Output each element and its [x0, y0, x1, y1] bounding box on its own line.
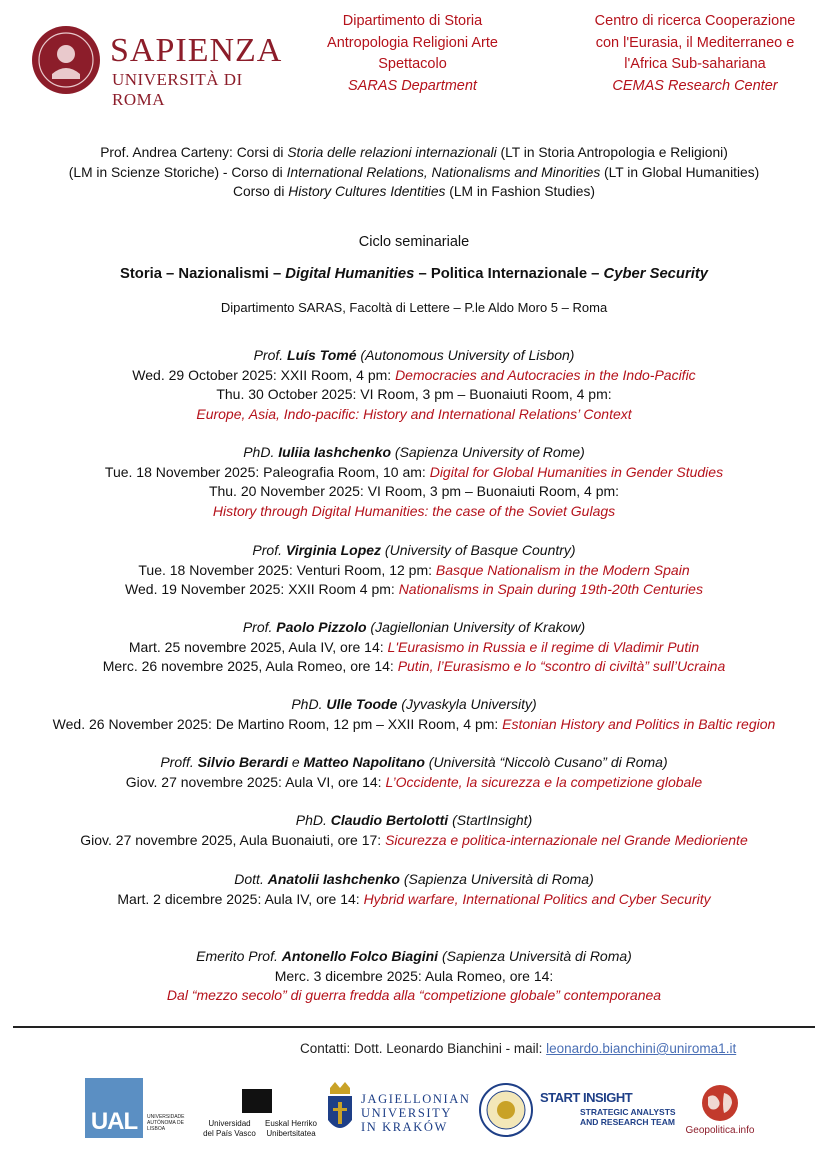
- upv-emblem-icon: [242, 1089, 272, 1113]
- intro-text: (LT in Global Humanities): [600, 164, 760, 180]
- speaker-title: PhD.: [291, 696, 323, 712]
- seminar-toode: [0, 695, 828, 734]
- speaker-line: [0, 811, 828, 831]
- geopolitica-logo: [680, 1083, 760, 1143]
- session-info: Tue. 18 November 2025: Venturi Room, 12 pm:: [138, 561, 436, 578]
- ual-logo: [85, 1078, 195, 1138]
- speaker-affiliation: (Jyvaskyla University): [397, 696, 537, 712]
- session-line: [0, 366, 828, 386]
- theme-text: Cyber Security: [603, 266, 708, 282]
- footer-divider: [13, 1026, 815, 1028]
- session-info: Giov. 27 novembre 2025: Aula VI, ore 14:: [125, 773, 386, 790]
- session-topic: History through Digital Humanities: the case of the Soviet Gulags: [212, 502, 616, 519]
- session-line: [0, 715, 828, 735]
- seminar-lopez: [0, 541, 828, 600]
- dept-line: Dipartimento di Storia: [342, 13, 483, 29]
- session-topic: L'Eurasismo in Russia e il regime di Vladimir Putin: [387, 638, 700, 655]
- speaker-line: [0, 346, 828, 366]
- session-info: Giov. 27 novembre 2025, Aula Buonaiuti, ore 17:: [80, 831, 386, 848]
- speaker-line: [0, 443, 828, 463]
- cusano-university-seal-icon: [478, 1082, 534, 1138]
- session-line: Merc. 3 dicembre 2025: Aula Romeo, ore 14:: [274, 967, 554, 984]
- cemas-line: CEMAS Research Center: [612, 77, 778, 94]
- cemas-line: l'Africa Sub-sahariana: [624, 56, 766, 72]
- session-info: Tue. 18 November 2025: Paleografia Room, 10 am:: [104, 463, 430, 480]
- startinsight-title: START INSIGHT: [540, 1090, 633, 1105]
- cemas-line: Centro di ricerca Cooperazione: [594, 13, 796, 29]
- geopolitica-name: Geopolitica.info: [685, 1125, 755, 1136]
- globe-icon: [700, 1083, 740, 1123]
- speaker-name: Luís Tomé: [287, 347, 357, 363]
- speaker-line: [0, 695, 828, 715]
- cemas-line: con l'Eurasia, il Mediterraneo e: [595, 34, 795, 51]
- theme-text: Digital Humanities: [285, 266, 415, 282]
- speaker-line: [0, 753, 828, 773]
- speaker-affiliation: (University of Basque Country): [381, 542, 576, 558]
- venue: Dipartimento SARAS, Facoltà di Lettere – P.le Aldo Moro 5 – Roma: [220, 300, 608, 315]
- speaker-affiliation: (Jagiellonian University of Krakow): [366, 619, 586, 635]
- logo-name: SAPIENZA: [110, 32, 283, 69]
- speaker-name: Silvio Berardi: [197, 754, 288, 770]
- session-topic: Digital for Global Humanities in Gender Studies: [429, 463, 724, 480]
- speaker-line: [0, 618, 828, 638]
- session-topic: Nationalisms in Spain during 19th-20th Centuries: [398, 581, 703, 597]
- dept-line: Spettacolo: [378, 56, 447, 72]
- upv-name-es: Universidad del País Vasco: [203, 1119, 256, 1138]
- theme-text: Storia – Nazionalismi –: [120, 266, 286, 282]
- session-line: [0, 831, 828, 851]
- session-topic: Putin, l’Eurasismo e lo “scontro di civiltà” sull’Ucraina: [397, 658, 726, 674]
- speaker-conjunction: e: [287, 754, 304, 770]
- jagiellonian-name: [361, 1092, 470, 1134]
- jag-line: JAGIELLONIAN: [361, 1092, 471, 1106]
- session-line: [0, 561, 828, 581]
- session-topic: Sicurezza e politica-internazionale nel Grande Medioriente: [385, 831, 748, 848]
- session-info: Mart. 2 dicembre 2025: Aula IV, ore 14:: [117, 890, 364, 907]
- upv-ehu-logo: [202, 1083, 322, 1141]
- speaker-name: Matteo Napolitano: [303, 754, 425, 770]
- startinsight-subtitle: STRATEGIC ANALYSTS AND RESEARCH TEAM: [580, 1107, 676, 1127]
- speaker-name: Antonello Folco Biagini: [281, 948, 439, 964]
- seminar-pizzolo: [0, 618, 828, 677]
- session-topic: Dal “mezzo secolo” di guerra fredda alla “competizione globale” contemporanea: [166, 987, 662, 1003]
- speaker-affiliation: (Sapienza Università di Roma): [438, 948, 632, 964]
- courses-intro: [0, 143, 828, 202]
- session-topic: Estonian History and Politics in Baltic region: [502, 715, 776, 732]
- intro-line: [0, 163, 828, 183]
- session-line: [0, 580, 828, 600]
- contact-label: Contatti: Dott. Leonardo Bianchini - mail:: [300, 1041, 547, 1056]
- session-line: Thu. 30 October 2025: VI Room, 3 pm – Buonaiuti Room, 4 pm:: [216, 386, 612, 402]
- intro-text: (LT in Storia Antropologia e Religioni): [496, 145, 728, 160]
- dept-line: Antropologia Religioni Arte: [327, 34, 498, 51]
- speaker-affiliation: (Università “Niccolò Cusano” di Roma): [424, 754, 668, 770]
- sapienza-seal-icon: [30, 24, 102, 96]
- logo-subtitle: UNIVERSITÀ DI ROMA: [112, 70, 243, 109]
- startinsight-logo: [540, 1090, 680, 1130]
- dept-line: SARAS Department: [348, 77, 477, 94]
- seminar-tome: [0, 346, 828, 424]
- session-topic: Basque Nationalism in the Modern Spain: [435, 561, 690, 578]
- speaker-affiliation: (Sapienza University of Rome): [391, 444, 585, 460]
- speaker-title: Prof.: [242, 619, 273, 635]
- session-line: Thu. 20 November 2025: VI Room, 3 pm – Buonaiuti Room, 4 pm:: [208, 483, 620, 499]
- speaker-title: Dott.: [234, 871, 264, 887]
- session-info: Wed. 19 November 2025: XXII Room 4 pm:: [125, 581, 399, 597]
- speaker-title: PhD.: [243, 444, 275, 460]
- session-info: Wed. 26 November 2025: De Martino Room, 12 pm – XXII Room, 4 pm:: [52, 715, 503, 732]
- intro-course: History Cultures Identities: [288, 184, 446, 199]
- intro-course: International Relations, Nationalisms and Minorities: [286, 164, 601, 180]
- jag-line: UNIVERSITY: [361, 1106, 452, 1120]
- intro-text: (LM in Fashion Studies): [445, 184, 595, 199]
- seminar-iashchenko-anatolii: [0, 870, 828, 909]
- speaker-name: Claudio Bertolotti: [330, 812, 449, 828]
- session-info: Merc. 26 novembre 2025, Aula Romeo, ore 14:: [102, 658, 398, 674]
- theme-text: – Politica Internazionale –: [414, 266, 604, 282]
- intro-text: (LM in Scienze Storiche) - Corso di: [68, 164, 287, 180]
- upv-name-eu: Euskal Herriko Unibertsitatea: [264, 1119, 317, 1138]
- contact-email-link[interactable]: leonardo.bianchini@uniroma1.it: [546, 1041, 737, 1056]
- ual-mark: UAL: [85, 1078, 143, 1138]
- speaker-name: Paolo Pizzolo: [276, 619, 367, 635]
- session-topic: Hybrid warfare, International Politics and Cyber Security: [363, 890, 711, 907]
- speaker-title: PhD.: [295, 812, 327, 828]
- session-line: [0, 773, 828, 793]
- session-topic: L’Occidente, la sicurezza e la competizione globale: [385, 773, 703, 790]
- intro-line: [0, 182, 828, 202]
- ual-name: UNIVERSIDADE AUTÓNOMA DE LISBOA: [147, 1114, 185, 1132]
- speaker-line: [0, 947, 828, 967]
- speaker-affiliation: (Autonomous University of Lisbon): [356, 347, 575, 363]
- speaker-line: [0, 870, 828, 890]
- speaker-name: Virginia Lopez: [285, 542, 382, 558]
- jagiellonian-logo: [325, 1078, 471, 1140]
- session-info: Wed. 29 October 2025: XXII Room, 4 pm:: [132, 366, 396, 383]
- speaker-name: Iuliia Iashchenko: [278, 444, 392, 460]
- speaker-title: Prof.: [253, 347, 284, 363]
- speaker-name: Ulle Toode: [326, 696, 398, 712]
- session-topic: Democracies and Autocracies in the Indo-Pacific: [395, 366, 696, 383]
- session-topic: Europe, Asia, Indo-pacific: History and International Relations’ Context: [196, 405, 632, 422]
- session-line: [0, 657, 828, 677]
- intro-course: Storia delle relazioni internazionali: [287, 145, 497, 160]
- seminar-iashchenko-iuliia: [0, 443, 828, 521]
- cemas-header: [570, 11, 820, 97]
- series-theme: [0, 265, 828, 285]
- speaker-affiliation: (StartInsight): [448, 812, 533, 828]
- speaker-title: Proff.: [160, 754, 194, 770]
- speaker-title: Prof.: [252, 542, 282, 558]
- intro-text: Corso di: [233, 184, 289, 199]
- sapienza-logo: [30, 22, 283, 109]
- speaker-title: Emerito Prof.: [196, 948, 278, 964]
- intro-line: [0, 143, 828, 163]
- speaker-affiliation: (Sapienza Università di Roma): [399, 871, 594, 887]
- session-line: [0, 638, 828, 658]
- jagiellonian-crest-icon: [325, 1080, 355, 1138]
- session-line: [0, 890, 828, 910]
- contact-line: [300, 1041, 736, 1056]
- seminar-biagini: [0, 947, 828, 1006]
- speaker-name: Anatolii Iashchenko: [267, 871, 400, 887]
- session-info: Mart. 25 novembre 2025, Aula IV, ore 14:: [128, 638, 388, 655]
- session-line: [0, 463, 828, 483]
- speaker-line: [0, 541, 828, 561]
- department-header: [300, 11, 525, 97]
- seminar-bertolotti: [0, 811, 828, 850]
- jag-line: IN KRAKÓW: [361, 1120, 448, 1134]
- seminar-berardi-napolitano: [0, 753, 828, 792]
- series-label: Ciclo seminariale: [358, 234, 470, 250]
- intro-text: Prof. Andrea Carteny: Corsi di: [100, 145, 288, 160]
